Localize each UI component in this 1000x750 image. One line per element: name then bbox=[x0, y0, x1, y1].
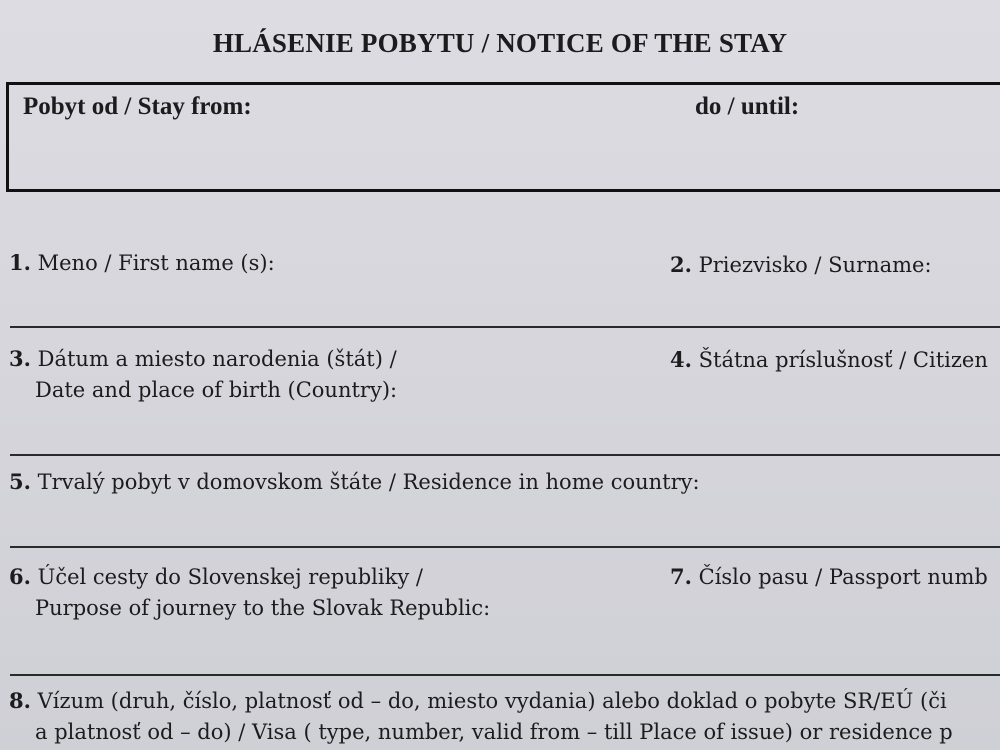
name-entry-line[interactable] bbox=[10, 326, 1000, 328]
birth-entry-line[interactable] bbox=[10, 454, 1000, 456]
residence-entry-line[interactable] bbox=[10, 546, 1000, 548]
residence-label: 5. Trvalý pobyt v domovskom štáte / Residence in home country: bbox=[9, 469, 700, 494]
purpose-entry-line[interactable] bbox=[10, 674, 1000, 676]
surname-label: 2. Priezvisko / Surname: bbox=[670, 252, 932, 277]
first-name-label: 1. Meno / First name (s): bbox=[9, 250, 275, 275]
birth-date-place-label: 3. Dátum a miesto narodenia (štát) / Date and place of birth (Country): bbox=[9, 346, 398, 402]
stay-period-box[interactable] bbox=[6, 82, 1000, 192]
form-title: HLÁSENIE POBYTU / NOTICE OF THE STAY bbox=[212, 28, 788, 58]
passport-number-label: 7. Číslo pasu / Passport numb bbox=[670, 564, 988, 589]
stay-from-label: Pobyt od / Stay from: bbox=[23, 93, 252, 120]
purpose-label: 6. Účel cesty do Slovenskej republiky / Purpose of journey to the Slovak Republic: bbox=[9, 564, 491, 620]
visa-label: 8. Vízum (druh, číslo, platnosť od – do, miesto vydania) alebo doklad o pobyte SR/EÚ (či a platnosť od – do) / Visa ( type, number, valid from – till Place of issue) or residence p bbox=[9, 688, 953, 744]
citizenship-label: 4. Štátna príslušnosť / Citizen bbox=[670, 347, 988, 372]
stay-until-label: do / until: bbox=[695, 93, 800, 120]
